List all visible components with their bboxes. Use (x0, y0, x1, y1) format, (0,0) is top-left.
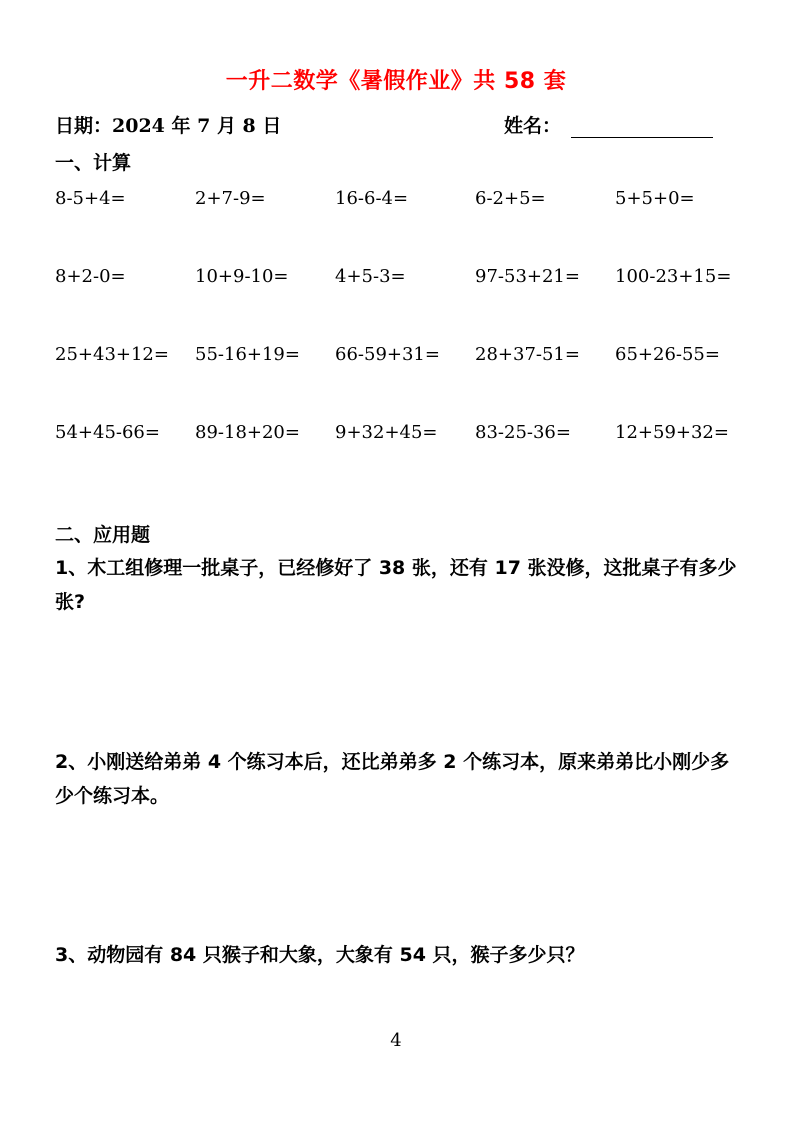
calc-problem: 89-18+20= (195, 422, 300, 443)
calc-problem: 16-6-4= (335, 188, 409, 209)
date-line: 日期：2024 年 7 月 8 日 (55, 115, 282, 137)
calc-row (55, 341, 755, 419)
name-blank-line (571, 117, 713, 138)
calc-problem: 54+45-66= (55, 422, 160, 443)
calculation-grid (55, 185, 755, 497)
section-heading-calculation: 一、计算 (55, 152, 132, 174)
calc-problem: 55-16+19= (195, 344, 300, 365)
calc-row (55, 419, 755, 497)
calc-problem: 65+26-55= (615, 344, 720, 365)
calc-problem: 28+37-51= (475, 344, 580, 365)
calc-problem: 6-2+5= (475, 188, 546, 209)
calc-problem: 10+9-10= (195, 266, 289, 287)
calc-problem: 5+5+0= (615, 188, 695, 209)
calc-problem: 83-25-36= (475, 422, 571, 443)
calc-row (55, 185, 755, 263)
section-heading-word-problems: 二、应用题 (55, 524, 151, 546)
calc-problem: 4+5-3= (335, 266, 406, 287)
calc-problem: 9+32+45= (335, 422, 438, 443)
worksheet-title: 一升二数学《暑假作业》共 58 套 (225, 69, 567, 94)
word-problem-3: 3、动物园有 84 只猴子和大象，大象有 54 只，猴子多少只？ (55, 944, 585, 966)
name-field (504, 111, 713, 138)
calc-problem: 8+2-0= (55, 266, 126, 287)
word-problem-1: 1、木工组修理一批桌子，已经修好了 38 张，还有 17 张没修，这批桌子有多少张? (55, 557, 737, 613)
calc-row (55, 263, 755, 341)
calc-problem: 25+43+12= (55, 344, 169, 365)
calc-problem: 8-5+4= (55, 188, 126, 209)
word-problem-2: 2、小刚送给弟弟 4 个练习本后，还比弟弟多 2 个练习本，原来弟弟比小刚少多少个练习本。 (55, 751, 730, 807)
calc-problem: 12+59+32= (615, 422, 729, 443)
calc-problem: 66-59+31= (335, 344, 440, 365)
calc-problem: 2+7-9= (195, 188, 266, 209)
calc-problem: 100-23+15= (615, 266, 732, 287)
calc-problem: 97-53+21= (475, 266, 580, 287)
page-number: 4 (390, 1030, 402, 1051)
name-label: 姓名： (504, 115, 562, 137)
